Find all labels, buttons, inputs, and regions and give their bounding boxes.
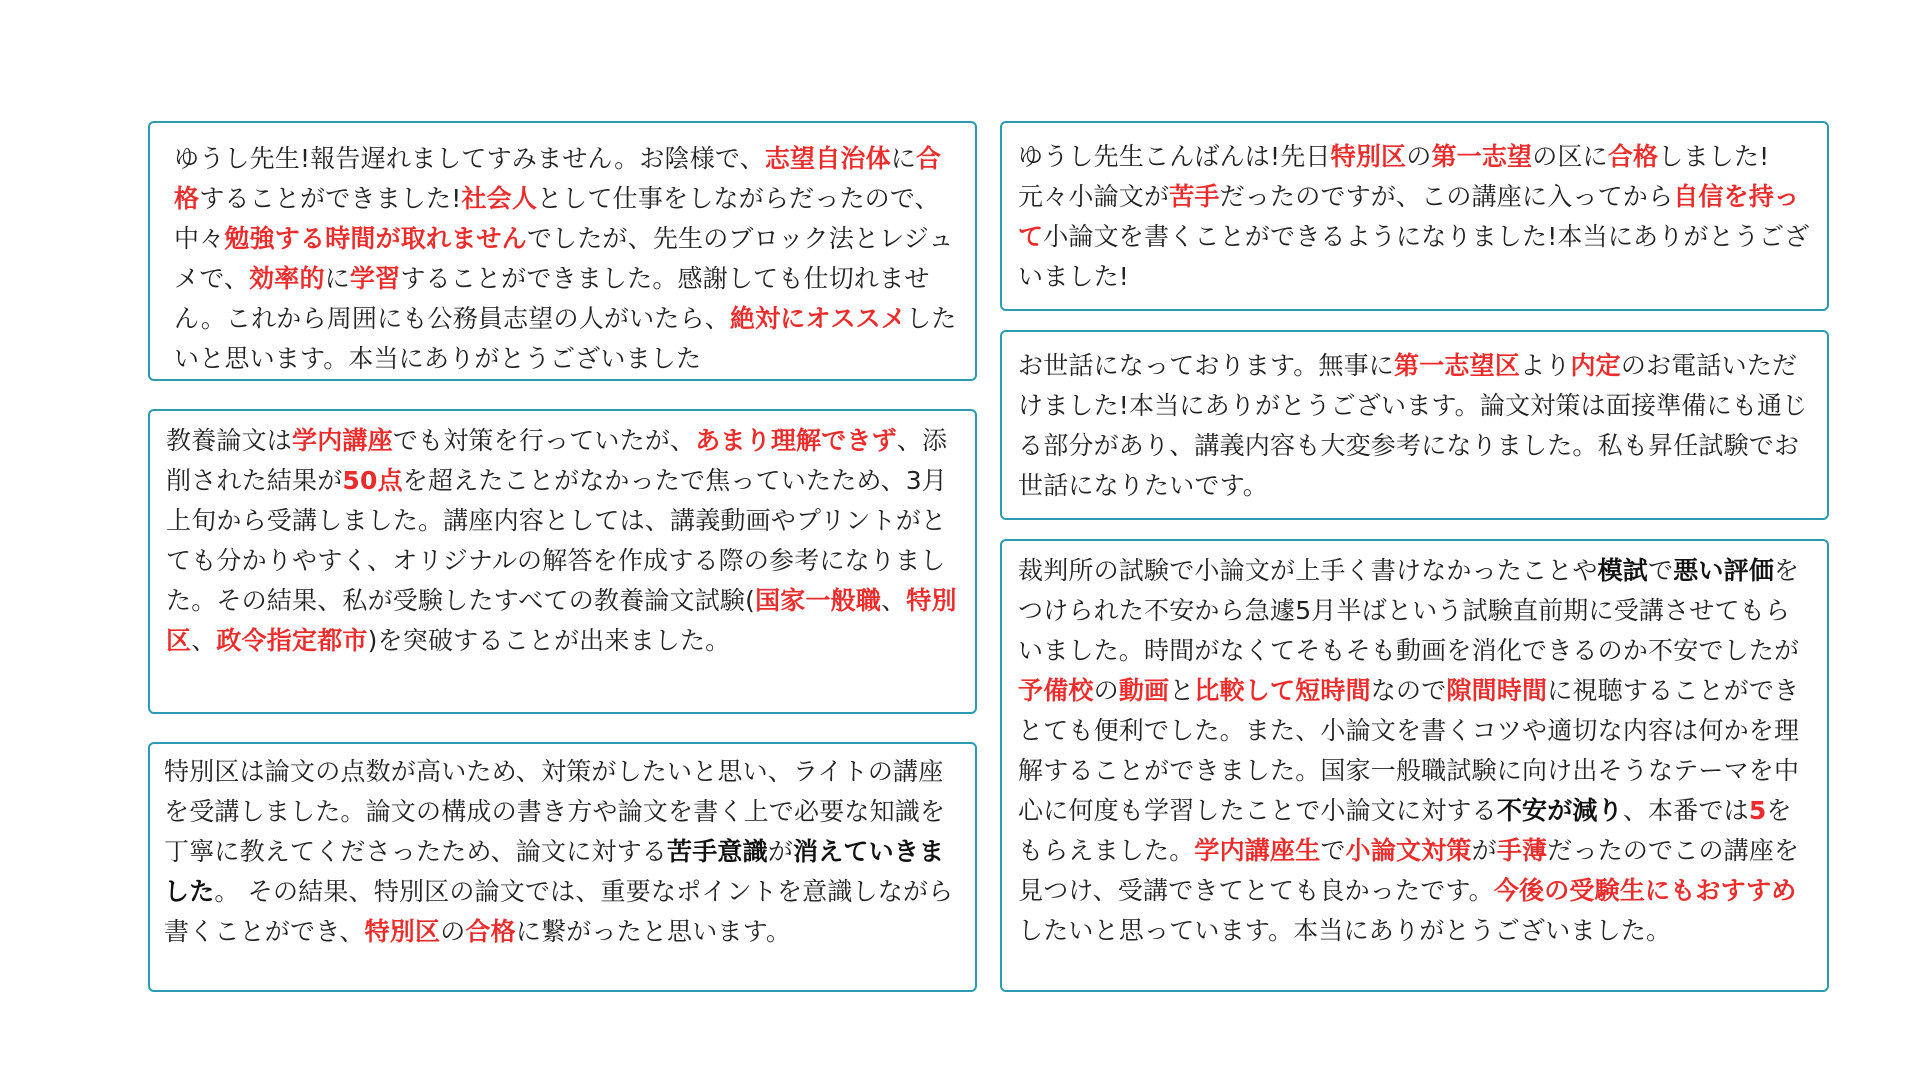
highlighted-text: 小論文対策 bbox=[1345, 836, 1472, 865]
testimonial-text: の bbox=[440, 917, 466, 946]
testimonial-text: が bbox=[767, 837, 794, 866]
testimonial-text: をもらえました。 bbox=[1018, 796, 1792, 865]
highlighted-text: 自信を持って bbox=[1018, 182, 1800, 251]
highlighted-text: 内定 bbox=[1570, 351, 1621, 380]
testimonial-text: しました!元々小論文が bbox=[1018, 142, 1770, 211]
testimonial-text: ゆうし先生こんばんは!先日 bbox=[1018, 142, 1331, 171]
testimonial-text: の区に bbox=[1532, 142, 1608, 171]
testimonial-text: をつけられた不安から急遽5月半ばという試験直前期に受講させてもらいました。時間がなくてそもそも動画を消化できるのか不安でしたが bbox=[1018, 556, 1800, 665]
highlighted-text: 絶対にオススメ bbox=[729, 304, 907, 333]
highlighted-text: 予備校 bbox=[1018, 676, 1094, 705]
highlighted-text: 合格 bbox=[1607, 142, 1659, 171]
testimonial-text: 特別区は論文の点数が高いため、対策がしたいと思い、ライトの講座を受講しました。論文の構成の書き方や論文を書く上で必要な知識を丁寧に教えてくださったため、論文に対する bbox=[164, 757, 946, 866]
testimonial-text: することができました! bbox=[199, 184, 462, 213]
testimonial-card-1 bbox=[148, 121, 977, 381]
testimonial-text: として仕事をしながらだったので、中々 bbox=[174, 184, 940, 253]
highlighted-text: 悪い評価 bbox=[1673, 556, 1775, 585]
highlighted-text: 50点 bbox=[342, 466, 403, 495]
testimonial-text: を超えたことがなかったで焦っていたため、3月上旬から受講しました。講座内容としては、講義動画やプリントがとても分かりやすく、オリジナルの解答を作成する際の参考になりました。その結果、私が受験したすべての教養論文試験( bbox=[166, 466, 948, 615]
testimonial-text: 、本番では bbox=[1622, 796, 1749, 825]
testimonial-text: 裁判所の試験で小論文が上手く書けなかったことや bbox=[1018, 556, 1598, 585]
highlighted-text: あまり理解できず bbox=[695, 426, 897, 455]
highlighted-text: 5 bbox=[1748, 796, 1767, 825]
highlighted-text: 国家一般職 bbox=[755, 586, 882, 615]
highlighted-text: 苦手 bbox=[1169, 182, 1220, 211]
highlighted-text: 苦手意識 bbox=[667, 837, 768, 866]
testimonial-card-2 bbox=[148, 409, 977, 714]
testimonial-text: したいと思っています。本当にありがとうございました。 bbox=[1018, 916, 1672, 945]
testimonial-card-3 bbox=[148, 742, 977, 992]
testimonial-text: することができました。感謝しても仕切れません。これから周囲にも公務員志望の人がいたら、 bbox=[174, 264, 930, 333]
highlighted-text: 政令指定都市 bbox=[216, 626, 368, 655]
highlighted-text: 学習 bbox=[349, 264, 401, 293]
testimonial-text: が bbox=[1471, 836, 1497, 865]
testimonial-text: したいと思います。本当にありがとうございました bbox=[174, 304, 957, 373]
testimonial-text: の bbox=[1406, 142, 1432, 171]
testimonial-text: に繋がったと思います。 bbox=[515, 917, 792, 946]
testimonial-text: でも対策を行っていたが、 bbox=[392, 426, 696, 455]
testimonial-text: 、添削された結果が bbox=[166, 426, 948, 495]
testimonial-text: 小論文を書くことができるようになりました!本当にありがとうございました! bbox=[1018, 222, 1810, 291]
testimonial-card-5 bbox=[1000, 330, 1829, 520]
testimonial-text: 。 その結果、特別区の論文では、重要なポイントを意識しながら書くことができ、 bbox=[164, 877, 954, 946]
highlighted-text: 学内講座生 bbox=[1194, 836, 1321, 865]
testimonial-text: だったのでこの講座を見つけ、受講できてとても良かったです。 bbox=[1018, 836, 1800, 905]
testimonial-text: )を突破することが出来ました。 bbox=[367, 626, 731, 655]
highlighted-text: 学内講座 bbox=[292, 426, 393, 455]
testimonial-text: で bbox=[1320, 836, 1346, 865]
highlighted-text: 合格 bbox=[174, 144, 942, 213]
testimonial-text: だったのですが、この講座に入ってから bbox=[1219, 182, 1674, 211]
highlighted-text: 模試 bbox=[1597, 556, 1649, 585]
highlighted-text: 消えていきました bbox=[164, 837, 945, 906]
highlighted-text: 比較して短時間 bbox=[1194, 676, 1371, 705]
highlighted-text: 志望自治体 bbox=[764, 144, 891, 173]
highlighted-text: 特別区 bbox=[364, 917, 441, 946]
testimonial-text: に視聴することができとても便利でした。また、小論文を書くコツや適切な内容は何かを理解することができました。国家一般職試験に向け出そうなテーマを中心に何度も学習したことで小論文に対する bbox=[1018, 676, 1800, 825]
testimonial-text: より bbox=[1520, 351, 1571, 380]
highlighted-text: 第一志望区 bbox=[1394, 351, 1521, 380]
testimonial-text: に bbox=[324, 264, 350, 293]
testimonial-text: と bbox=[1169, 676, 1195, 705]
testimonial-text: 、 bbox=[881, 586, 907, 615]
highlighted-text: 手薄 bbox=[1496, 836, 1548, 865]
highlighted-text: 合格 bbox=[465, 917, 516, 946]
highlighted-text: 隙間時間 bbox=[1446, 676, 1548, 705]
highlighted-text: 特別区 bbox=[1330, 142, 1407, 171]
highlighted-text: 第一志望 bbox=[1431, 142, 1533, 171]
testimonial-text: のお電話いただけました!本当にありがとうございます。論文対策は面接準備にも通じる部分があり、講義内容も大変参考になりました。私も昇任試験でお世話になりたいです。 bbox=[1018, 351, 1808, 500]
testimonial-text: お世話になっております。無事に bbox=[1018, 351, 1395, 380]
highlighted-text: 今後の受験生にもおすすめ bbox=[1493, 876, 1797, 905]
highlighted-text: 動画 bbox=[1118, 676, 1170, 705]
testimonial-text: に bbox=[890, 144, 917, 173]
testimonial-text: なので bbox=[1370, 676, 1447, 705]
testimonial-text: ゆうし先生!報告遅れましてすみません。お陰様で、 bbox=[174, 144, 765, 173]
highlighted-text: 効率的 bbox=[249, 264, 325, 293]
testimonial-card-6 bbox=[1000, 539, 1829, 992]
testimonial-text: で bbox=[1648, 556, 1674, 585]
highlighted-text: 不安が減り bbox=[1496, 796, 1623, 825]
testimonial-text: の bbox=[1093, 676, 1119, 705]
testimonial-card-4 bbox=[1000, 121, 1829, 311]
highlighted-text: 勉強する時間が取れません bbox=[224, 224, 527, 253]
testimonial-text: 、 bbox=[191, 626, 217, 655]
testimonial-text: 教養論文は bbox=[166, 426, 293, 455]
testimonial-text: でしたが、先生のブロック法とレジュメで、 bbox=[174, 224, 954, 293]
highlighted-text: 社会人 bbox=[461, 184, 538, 213]
highlighted-text: 特別区 bbox=[166, 586, 957, 655]
